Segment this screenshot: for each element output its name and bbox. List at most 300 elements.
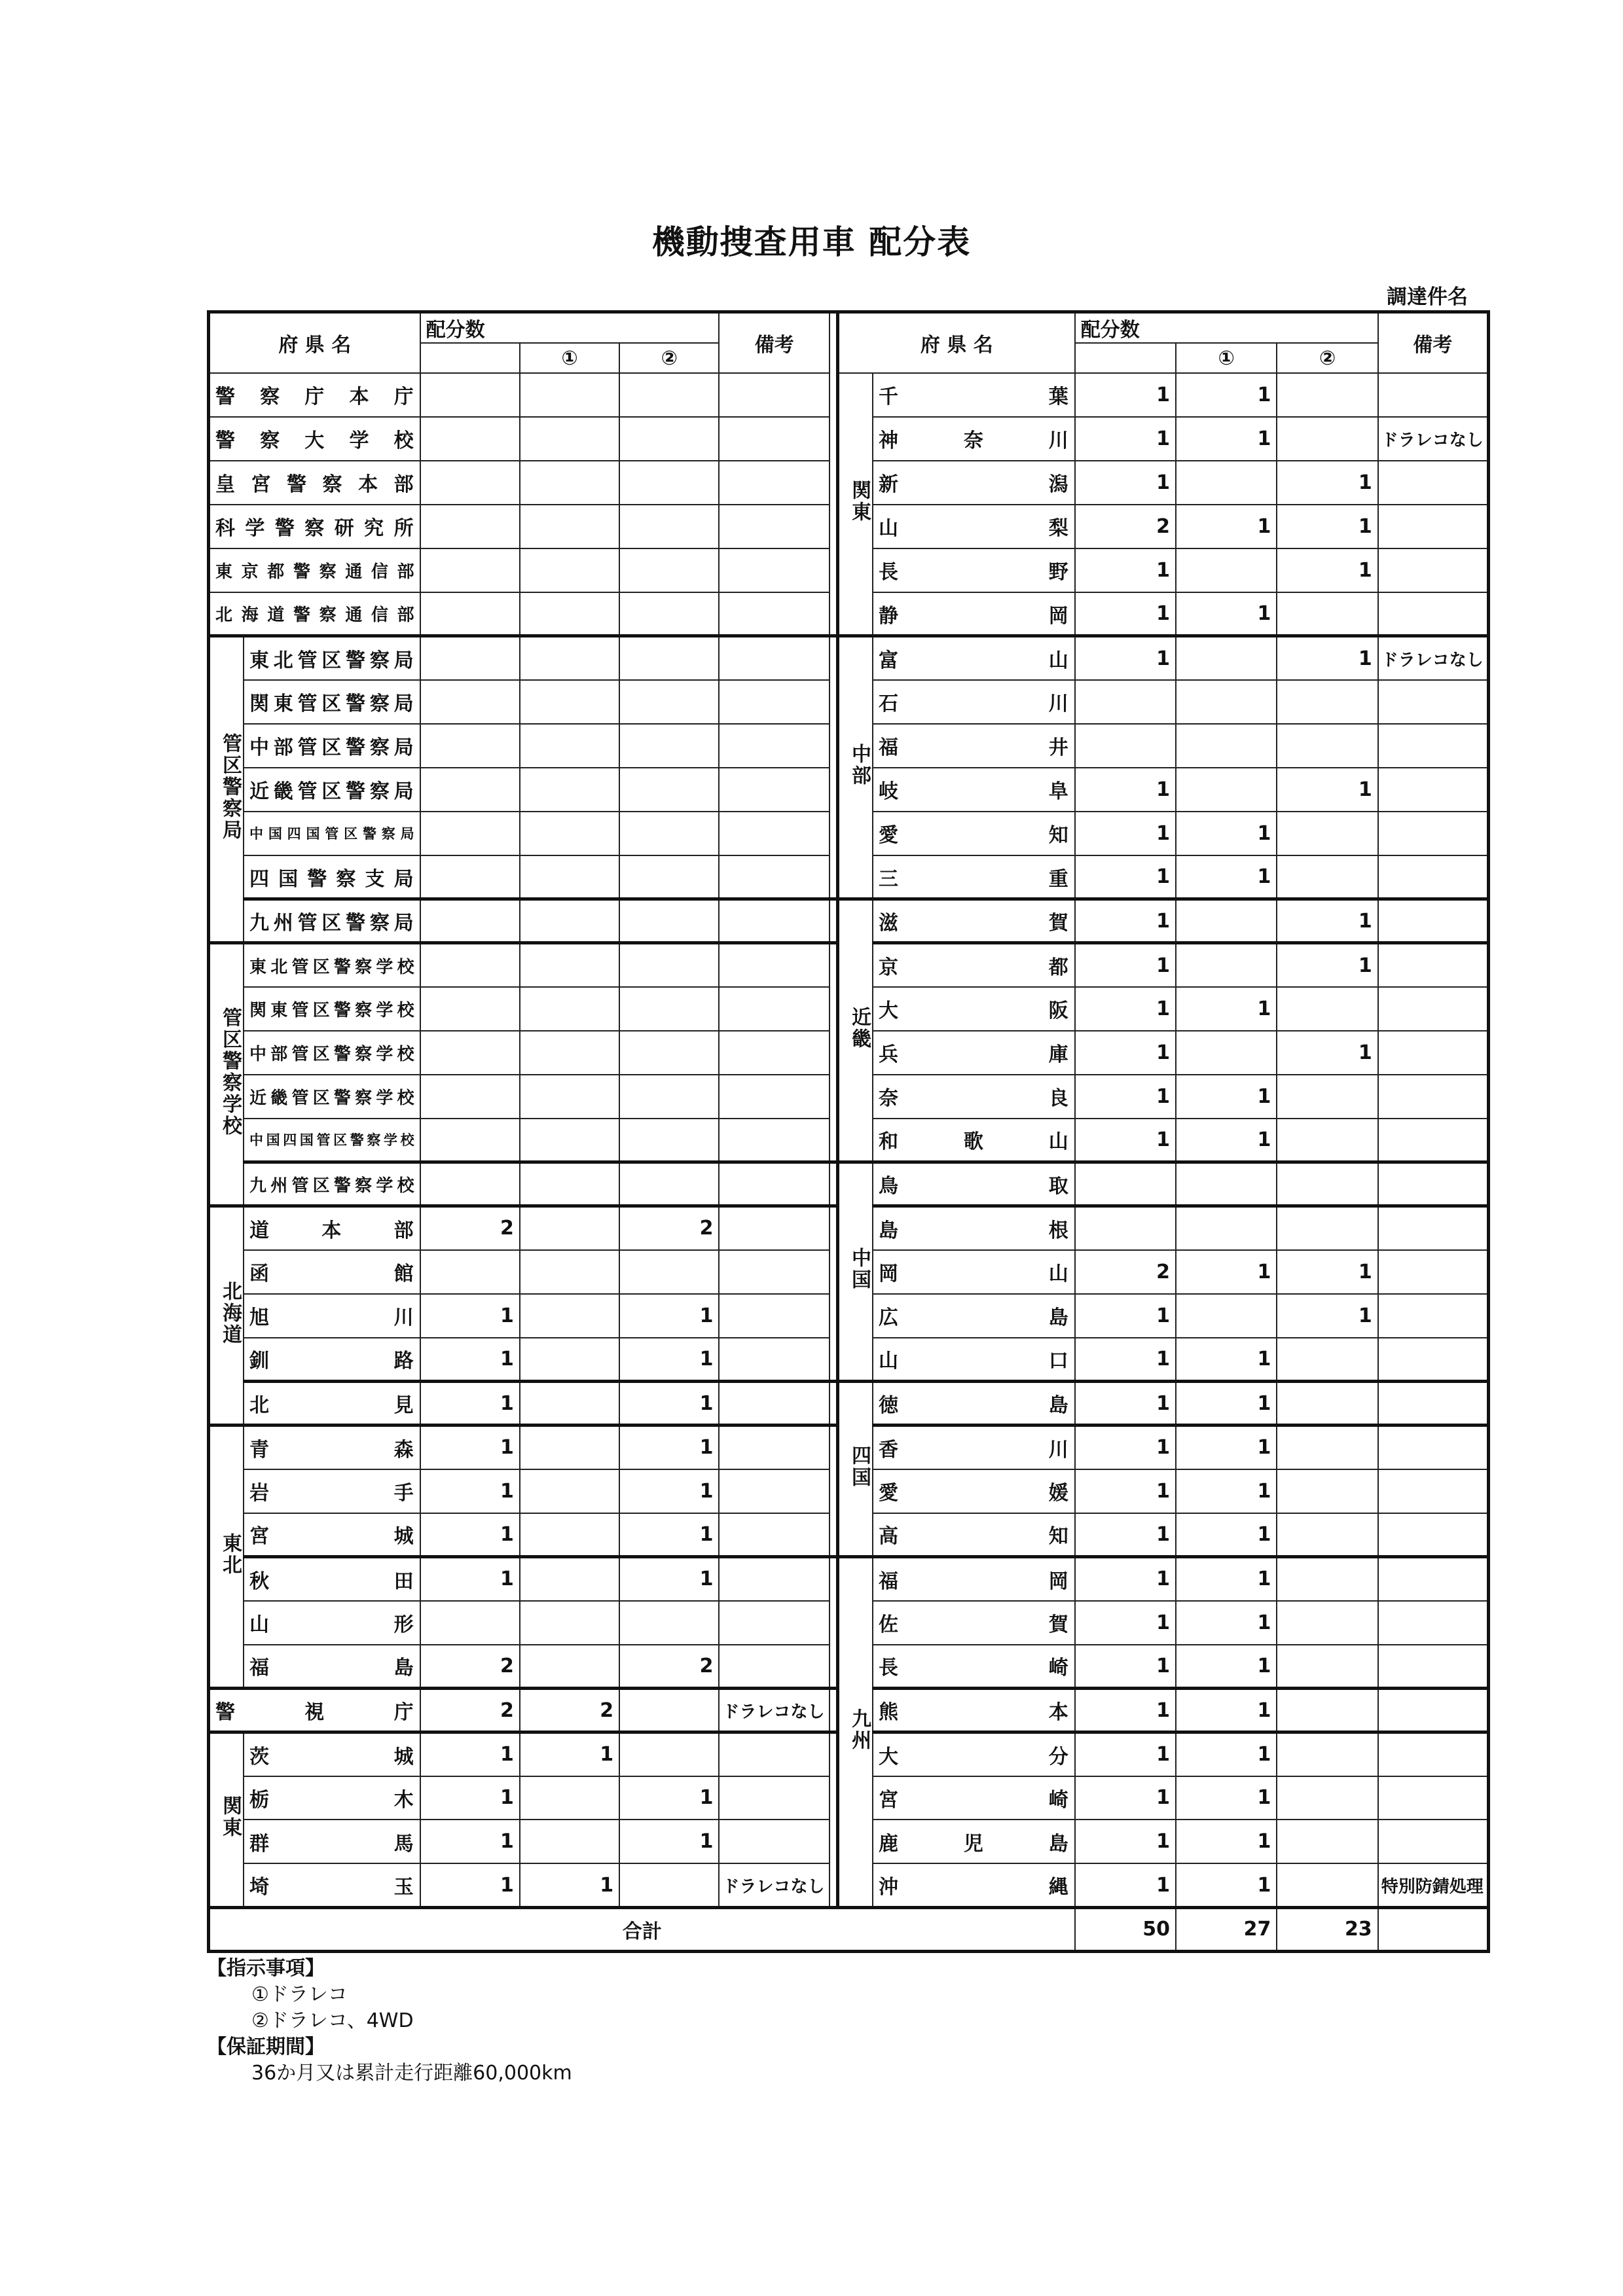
count-total: 1 (1075, 1645, 1176, 1689)
count-c1 (520, 548, 619, 592)
count-total: 1 (420, 1863, 520, 1907)
pref-name: 九州管区警察学校 (244, 1162, 420, 1206)
count-c2: 1 (1277, 768, 1377, 812)
count-c2 (619, 1863, 719, 1907)
note-cell (1378, 1557, 1489, 1601)
note-cell (719, 1294, 830, 1338)
note-cell (719, 1250, 830, 1294)
count-c2 (619, 1732, 719, 1776)
note-cell (719, 1426, 830, 1469)
note-cell (719, 812, 830, 855)
count-c1: 1 (1176, 1119, 1277, 1162)
pref-name: 関東管区警察局 (244, 680, 420, 724)
column-gap (830, 943, 837, 987)
group-label-text: 九州 (848, 1708, 871, 1751)
note-cell (1378, 1382, 1489, 1426)
count-c1 (520, 1162, 619, 1206)
note-cell (1378, 1513, 1489, 1557)
header-c2-right: ② (1277, 343, 1377, 373)
pref-name: 山梨 (873, 505, 1075, 548)
count-c1 (520, 1294, 619, 1338)
note-cell (719, 636, 830, 680)
count-total: 1 (1075, 1689, 1176, 1732)
count-c1 (520, 899, 619, 943)
pref-name: 科学警察研究所 (209, 505, 420, 548)
column-gap (830, 1645, 837, 1689)
group-label-text: 四国 (848, 1444, 871, 1488)
pref-name: 岡山 (873, 1250, 1075, 1294)
header-c2-left: ② (619, 343, 719, 373)
pref-name: 北見 (244, 1382, 420, 1426)
pref-name: 福岡 (873, 1557, 1075, 1601)
count-c1 (1176, 899, 1277, 943)
header-row-1 (209, 312, 1489, 344)
count-c2 (1277, 855, 1377, 899)
note-cell (1378, 899, 1489, 943)
pref-name: 佐賀 (873, 1601, 1075, 1645)
count-c2 (619, 1689, 719, 1732)
count-c2 (1277, 680, 1377, 724)
pref-name: 鳥取 (873, 1162, 1075, 1206)
note-cell (719, 1645, 830, 1689)
pref-name: 群馬 (244, 1820, 420, 1863)
column-gap (830, 768, 837, 812)
note-cell (1378, 1820, 1489, 1863)
pref-name: 静岡 (873, 592, 1075, 636)
count-total: 1 (1075, 1119, 1176, 1162)
note-cell (719, 987, 830, 1031)
count-c1 (520, 768, 619, 812)
pref-name: 大分 (873, 1732, 1075, 1776)
note-cell (1378, 592, 1489, 636)
count-total: 1 (420, 1776, 520, 1820)
count-total (420, 1162, 520, 1206)
note-cell: ドラレコなし (1378, 417, 1489, 461)
count-total: 1 (1075, 1863, 1176, 1907)
count-c2: 1 (1277, 505, 1377, 548)
count-total: 1 (1075, 1426, 1176, 1469)
count-total (420, 1031, 520, 1075)
count-total: 1 (420, 1820, 520, 1863)
note-cell (1378, 461, 1489, 505)
pref-name: 和歌山 (873, 1119, 1075, 1162)
group-label-text: 北海道 (219, 1280, 242, 1346)
column-gap (830, 1601, 837, 1645)
count-c1: 1 (1176, 1513, 1277, 1557)
pref-name: 近畿管区警察局 (244, 768, 420, 812)
pref-name: 熊本 (873, 1689, 1075, 1732)
count-c2: 1 (1277, 636, 1377, 680)
count-c2: 1 (619, 1557, 719, 1601)
count-c2 (1277, 1338, 1377, 1382)
count-c1 (1176, 724, 1277, 768)
count-c2: 1 (619, 1513, 719, 1557)
count-c2 (619, 1250, 719, 1294)
table-row (209, 899, 1489, 943)
count-c2 (1277, 1162, 1377, 1206)
pref-name: 四国警察支局 (244, 855, 420, 899)
count-total (420, 812, 520, 855)
note-cell (719, 1338, 830, 1382)
count-total: 2 (420, 1689, 520, 1732)
note-cell (719, 373, 830, 417)
count-c1: 1 (1176, 855, 1277, 899)
count-c2 (619, 548, 719, 592)
count-total: 1 (1075, 592, 1176, 636)
group-label (209, 636, 244, 943)
table-body (209, 373, 1489, 1952)
note-cell (1378, 1469, 1489, 1513)
note-cell (719, 417, 830, 461)
pref-name: 京都 (873, 943, 1075, 987)
note-cell (1378, 1119, 1489, 1162)
count-c1: 1 (1176, 1469, 1277, 1513)
header-c1-right: ① (1176, 343, 1277, 373)
pref-name: 中部管区警察局 (244, 724, 420, 768)
count-c1 (1176, 1294, 1277, 1338)
count-total: 1 (1075, 855, 1176, 899)
count-c1: 1 (1176, 1776, 1277, 1820)
count-c2: 1 (619, 1776, 719, 1820)
count-total (420, 1119, 520, 1162)
count-c1 (520, 1031, 619, 1075)
group-label (209, 1732, 244, 1908)
count-c1: 1 (1176, 1557, 1277, 1601)
count-total: 1 (420, 1338, 520, 1382)
note-cell (1378, 1732, 1489, 1776)
column-gap (830, 1689, 837, 1732)
count-total: 1 (1075, 1338, 1176, 1382)
count-c1 (520, 1119, 619, 1162)
count-total (420, 505, 520, 548)
note-cell (1378, 724, 1489, 768)
footer-notes (207, 1956, 572, 2087)
count-total: 1 (1075, 1732, 1176, 1776)
count-c2 (1277, 1513, 1377, 1557)
note-cell: ドラレコなし (719, 1863, 830, 1907)
note-cell (719, 1075, 830, 1119)
note-cell (1378, 1689, 1489, 1732)
count-c1 (520, 943, 619, 987)
note-cell (719, 899, 830, 943)
column-gap (830, 505, 837, 548)
count-c2 (619, 855, 719, 899)
note-cell (719, 1601, 830, 1645)
pref-name: 山形 (244, 1601, 420, 1645)
count-c2 (619, 812, 719, 855)
totals-c2: 23 (1277, 1907, 1377, 1951)
count-c1 (520, 461, 619, 505)
count-total (420, 899, 520, 943)
note-cell (719, 1732, 830, 1776)
count-c2 (1277, 1075, 1377, 1119)
count-c2: 1 (1277, 461, 1377, 505)
note-cell (719, 592, 830, 636)
pref-name: 長野 (873, 548, 1075, 592)
column-gap (830, 987, 837, 1031)
column-gap (830, 812, 837, 855)
pref-name: 警察庁本庁 (209, 373, 420, 417)
note-cell (719, 855, 830, 899)
count-c1 (520, 1776, 619, 1820)
pref-name: 北海道警察通信部 (209, 592, 420, 636)
count-total: 2 (420, 1206, 520, 1250)
count-c1 (1176, 461, 1277, 505)
pref-name: 愛知 (873, 812, 1075, 855)
column-gap (830, 680, 837, 724)
table-row (209, 636, 1489, 680)
pref-name: 大阪 (873, 987, 1075, 1031)
pref-name: 警察大学校 (209, 417, 420, 461)
column-gap (830, 1119, 837, 1162)
count-c2 (1277, 1732, 1377, 1776)
count-c2 (619, 373, 719, 417)
count-c1 (520, 1382, 619, 1426)
count-c1: 1 (520, 1732, 619, 1776)
pref-name: 三重 (873, 855, 1075, 899)
count-c2 (619, 461, 719, 505)
pref-name: 宮城 (244, 1513, 420, 1557)
pref-name: 皇宮警察本部 (209, 461, 420, 505)
count-c2 (619, 1601, 719, 1645)
pref-name: 旭川 (244, 1294, 420, 1338)
pref-name: 東京都警察通信部 (209, 548, 420, 592)
pref-name: 徳島 (873, 1382, 1075, 1426)
count-c2: 1 (1277, 899, 1377, 943)
count-c2: 1 (619, 1820, 719, 1863)
count-c1: 1 (1176, 1820, 1277, 1863)
count-c1 (520, 855, 619, 899)
count-c1 (520, 1513, 619, 1557)
count-c2: 1 (1277, 1031, 1377, 1075)
pref-name: 福井 (873, 724, 1075, 768)
count-c1: 1 (1176, 1732, 1277, 1776)
count-c2: 2 (619, 1206, 719, 1250)
count-c1 (1176, 943, 1277, 987)
count-c2: 1 (619, 1294, 719, 1338)
count-c1 (520, 1250, 619, 1294)
note-cell (719, 1382, 830, 1426)
pref-name: 中国四国管区警察学校 (244, 1119, 420, 1162)
group-label (209, 1206, 244, 1426)
group-label (838, 1557, 873, 1908)
count-c1: 1 (1176, 1645, 1277, 1689)
pref-name: 埼玉 (244, 1863, 420, 1907)
note-cell (719, 943, 830, 987)
count-c2 (1277, 1645, 1377, 1689)
count-c1 (520, 680, 619, 724)
count-total (420, 592, 520, 636)
pref-name: 近畿管区警察学校 (244, 1075, 420, 1119)
pref-name: 長崎 (873, 1645, 1075, 1689)
count-c1: 1 (1176, 1075, 1277, 1119)
totals-label: 合計 (209, 1907, 1075, 1951)
table-row (209, 1162, 1489, 1206)
count-c1: 1 (520, 1863, 619, 1907)
group-label-text: 東北 (219, 1532, 242, 1576)
pref-name: 奈良 (873, 1075, 1075, 1119)
count-c1 (520, 987, 619, 1031)
count-total (1075, 1206, 1176, 1250)
pref-name: 新潟 (873, 461, 1075, 505)
count-c2 (619, 505, 719, 548)
document-label: 調達件名 (1387, 285, 1468, 309)
count-c2: 2 (619, 1645, 719, 1689)
column-gap (830, 724, 837, 768)
count-c2 (619, 680, 719, 724)
count-total: 2 (1075, 505, 1176, 548)
count-c2 (1277, 1776, 1377, 1820)
note-cell (719, 505, 830, 548)
count-c1: 1 (1176, 592, 1277, 636)
note-cell (1378, 768, 1489, 812)
count-c1 (520, 373, 619, 417)
count-c2: 1 (1277, 1294, 1377, 1338)
note-cell (719, 1119, 830, 1162)
pref-name: 滋賀 (873, 899, 1075, 943)
note-cell (719, 1469, 830, 1513)
count-total: 1 (1075, 812, 1176, 855)
count-c2: 1 (619, 1469, 719, 1513)
group-label (838, 373, 873, 636)
count-c2 (1277, 1426, 1377, 1469)
column-gap (830, 1206, 837, 1250)
pref-name: 釧路 (244, 1338, 420, 1382)
count-c1: 1 (1176, 1689, 1277, 1732)
totals-note (1378, 1907, 1489, 1951)
note-cell (1378, 1206, 1489, 1250)
group-label (838, 1162, 873, 1382)
count-total: 1 (1075, 1031, 1176, 1075)
pref-name: 東北管区警察学校 (244, 943, 420, 987)
count-total (420, 943, 520, 987)
group-label-text: 関東 (848, 480, 871, 524)
count-total (420, 987, 520, 1031)
header-count-left-blank (420, 343, 520, 373)
count-c1 (520, 636, 619, 680)
count-c1 (520, 1645, 619, 1689)
note-cell (719, 1776, 830, 1820)
count-c1: 1 (1176, 1601, 1277, 1645)
count-total: 1 (1075, 899, 1176, 943)
column-gap (830, 1338, 837, 1382)
count-c1 (520, 1469, 619, 1513)
count-c2 (619, 1031, 719, 1075)
note-cell (1378, 1031, 1489, 1075)
column-gap (830, 1294, 837, 1338)
column-gap (830, 417, 837, 461)
note-cell: ドラレコなし (1378, 636, 1489, 680)
column-gap (830, 548, 837, 592)
note-cell (719, 548, 830, 592)
note-cell (1378, 1426, 1489, 1469)
header-note-right: 備考 (1378, 312, 1489, 374)
note-cell (1378, 1162, 1489, 1206)
column-gap (830, 855, 837, 899)
count-c1 (1176, 636, 1277, 680)
count-c1 (520, 1426, 619, 1469)
count-total (420, 548, 520, 592)
header-pref-left: 府 県 名 (209, 312, 420, 374)
note-cell (1378, 1075, 1489, 1119)
column-gap (830, 312, 837, 374)
pref-name: 函館 (244, 1250, 420, 1294)
count-c1: 1 (1176, 1863, 1277, 1907)
note-cell (1378, 987, 1489, 1031)
count-c1: 1 (1176, 1338, 1277, 1382)
count-total: 1 (1075, 1382, 1176, 1426)
count-total: 1 (420, 1557, 520, 1601)
group-label-text: 近畿 (848, 1006, 871, 1050)
count-c1 (1176, 680, 1277, 724)
pref-name: 香川 (873, 1426, 1075, 1469)
count-total (420, 680, 520, 724)
count-c2 (619, 592, 719, 636)
count-total: 1 (420, 1426, 520, 1469)
count-c2 (619, 943, 719, 987)
note-cell (1378, 373, 1489, 417)
count-total (420, 1250, 520, 1294)
group-label-text: 中部 (848, 743, 871, 787)
column-gap (830, 899, 837, 943)
note-cell (719, 768, 830, 812)
pref-name: 沖縄 (873, 1863, 1075, 1907)
count-c2 (1277, 1689, 1377, 1732)
count-total: 1 (1075, 373, 1176, 417)
count-c1: 1 (1176, 505, 1277, 548)
count-c1: 1 (1176, 1250, 1277, 1294)
pref-name: 茨城 (244, 1732, 420, 1776)
count-total: 1 (420, 1732, 520, 1776)
count-c2 (1277, 1119, 1377, 1162)
count-total: 1 (1075, 1513, 1176, 1557)
count-c2 (1277, 812, 1377, 855)
count-c1: 1 (1176, 812, 1277, 855)
count-c2: 1 (619, 1338, 719, 1382)
note-cell (1378, 943, 1489, 987)
count-c2 (1277, 1382, 1377, 1426)
pref-name: 中部管区警察学校 (244, 1031, 420, 1075)
note-cell (1378, 1601, 1489, 1645)
count-c2 (619, 987, 719, 1031)
count-total: 1 (420, 1513, 520, 1557)
pref-name: 石川 (873, 680, 1075, 724)
group-label-text: 管区警察学校 (219, 1007, 242, 1137)
pref-name: 高知 (873, 1513, 1075, 1557)
column-gap (830, 461, 837, 505)
count-c1: 1 (1176, 987, 1277, 1031)
count-c1 (520, 1557, 619, 1601)
count-c1 (520, 505, 619, 548)
count-c1 (520, 812, 619, 855)
column-gap (830, 1732, 837, 1776)
count-total (420, 373, 520, 417)
header-count-left: 配分数 (420, 312, 720, 344)
count-c2 (619, 724, 719, 768)
note-cell (1378, 855, 1489, 899)
count-c2: 1 (1277, 1250, 1377, 1294)
allocation-table (207, 310, 1490, 1953)
column-gap (830, 1382, 837, 1426)
group-label (209, 1426, 244, 1689)
count-total (420, 417, 520, 461)
count-total: 1 (1075, 1075, 1176, 1119)
pref-name: 岐阜 (873, 768, 1075, 812)
count-c1: 1 (1176, 1426, 1277, 1469)
count-c1 (520, 1206, 619, 1250)
count-total: 1 (420, 1469, 520, 1513)
pref-name: 神奈川 (873, 417, 1075, 461)
